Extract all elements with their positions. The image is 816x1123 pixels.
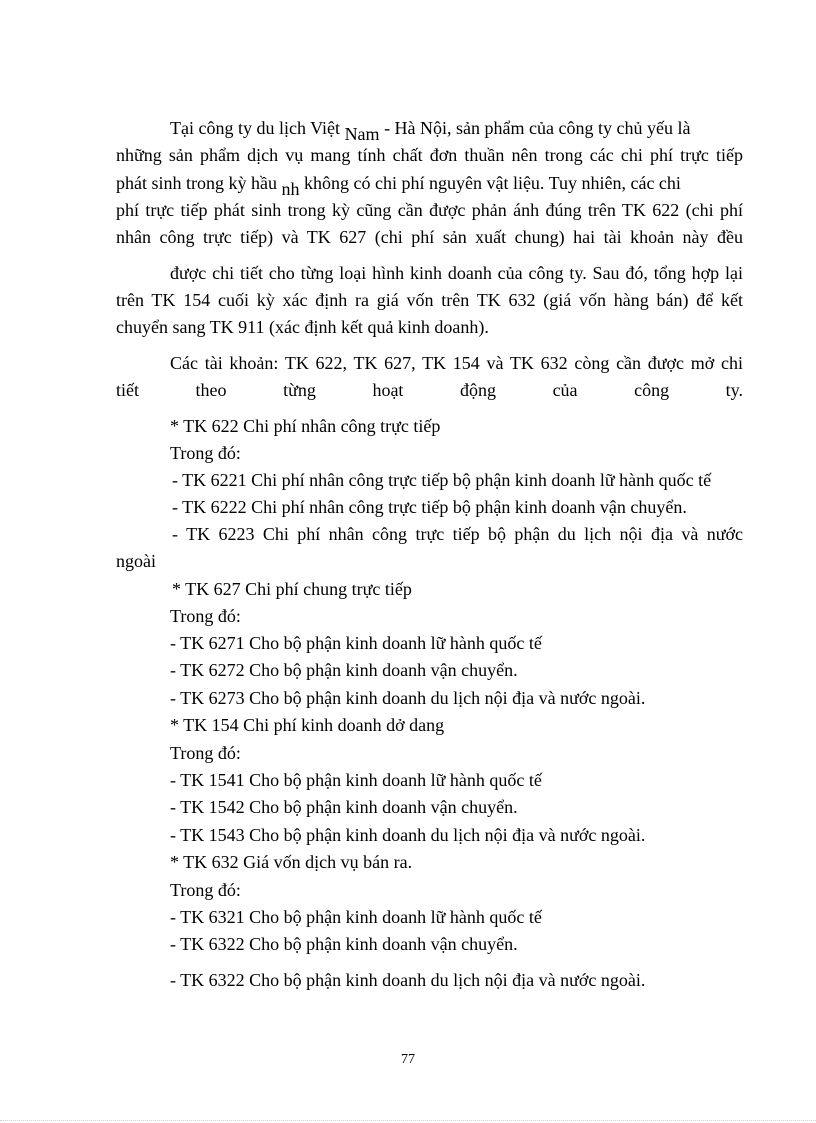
paragraph2-line2: trên TK 154 cuối kỳ xác định ra giá vốn trên TK 632 (giá vốn hàng bán) để kết [116,290,743,310]
tk627-item-2: - TK 6272 Cho bộ phận kinh doanh vận chuyển. [170,660,518,680]
text-span: - Hà Nội, sản phẩm của công ty chủ yếu là [384,118,691,138]
tk627-trong-do: Trong đó: [170,606,241,626]
paragraph1-line3 [116,172,681,199]
tk632-item-1: - TK 6321 Cho bộ phận kinh doanh lữ hành quốc tế [170,907,542,927]
tk627-item-1: - TK 6271 Cho bộ phận kinh doanh lữ hành quốc tế [170,633,542,653]
tk632-heading: * TK 632 Giá vốn dịch vụ bán ra. [170,852,413,872]
paragraph1-line5: nhân công trực tiếp) và TK 627 (chi phí sản xuất chung) hai tài khoản này đều [116,227,743,247]
tk622-item-1: - TK 6221 Chi phí nhân công trực tiếp bộ phận kinh doanh lữ hành quốc tế [172,470,712,490]
tk154-item-2: - TK 1542 Cho bộ phận kinh doanh vận chuyển. [170,797,518,817]
tk622-trong-do: Trong đó: [170,443,241,463]
paragraph1-line4: phí trực tiếp phát sinh trong kỳ cũng cần được phản ánh đúng trên TK 622 (chi phí [116,200,743,220]
paragraph3-line2: tiết theo từng hoạt động của công ty. [116,380,743,400]
paragraph1-line1 [170,117,691,144]
tk622-heading: * TK 622 Chi phí nhân công trực tiếp [170,416,441,436]
paragraph2-line3: chuyển sang TK 911 (xác định kết quả kinh doanh). [116,317,489,337]
paragraph2-line1: được chi tiết cho từng loại hình kinh doanh của công ty. Sau đó, tổng hợp lại [170,263,743,283]
tk154-heading: * TK 154 Chi phí kinh doanh dở dang [170,715,445,735]
paragraph3-line1: Các tài khoản: TK 622, TK 627, TK 154 và TK 632 còng cần được mở chi [170,353,743,373]
tk154-trong-do: Trong đó: [170,743,241,763]
tk154-item-1: - TK 1541 Cho bộ phận kinh doanh lữ hành quốc tế [170,770,542,790]
tk632-item-2: - TK 6322 Cho bộ phận kinh doanh vận chuyển. [170,934,518,954]
text-span: nh [281,179,300,199]
tk627-item-3: - TK 6273 Cho bộ phận kinh doanh du lịch nội địa và nước ngoài. [170,688,646,708]
tk622-item-2: - TK 6222 Chi phí nhân công trực tiếp bộ phận kinh doanh vận chuyển. [172,497,687,517]
page-number: 77 [401,1052,415,1067]
tk632-item-3: - TK 6322 Cho bộ phận kinh doanh du lịch nội địa và nước ngoài. [170,970,646,990]
tk622-item-3: - TK 6223 Chi phí nhân công trực tiếp bộ phận du lịch nội địa và nước [172,524,743,544]
page-bottom-divider [0,1120,816,1122]
tk632-trong-do: Trong đó: [170,880,241,900]
text-span: không có chi phí nguyên vật liệu. Tuy nhiên, các chi [303,173,681,193]
tk622-item-3-cont: ngoài [116,551,156,571]
paragraph1-line2: những sản phẩm dịch vụ mang tính chất đơn thuần nên trong các chi phí trực tiếp [116,145,743,165]
tk627-heading: * TK 627 Chi phí chung trực tiếp [172,579,412,599]
text-span: phát sinh trong kỳ hầu [116,173,277,193]
text-span: Nam [344,124,380,144]
text-span: Tại công ty du lịch Việt [170,118,341,138]
tk154-item-3: - TK 1543 Cho bộ phận kinh doanh du lịch nội địa và nước ngoài. [170,825,646,845]
